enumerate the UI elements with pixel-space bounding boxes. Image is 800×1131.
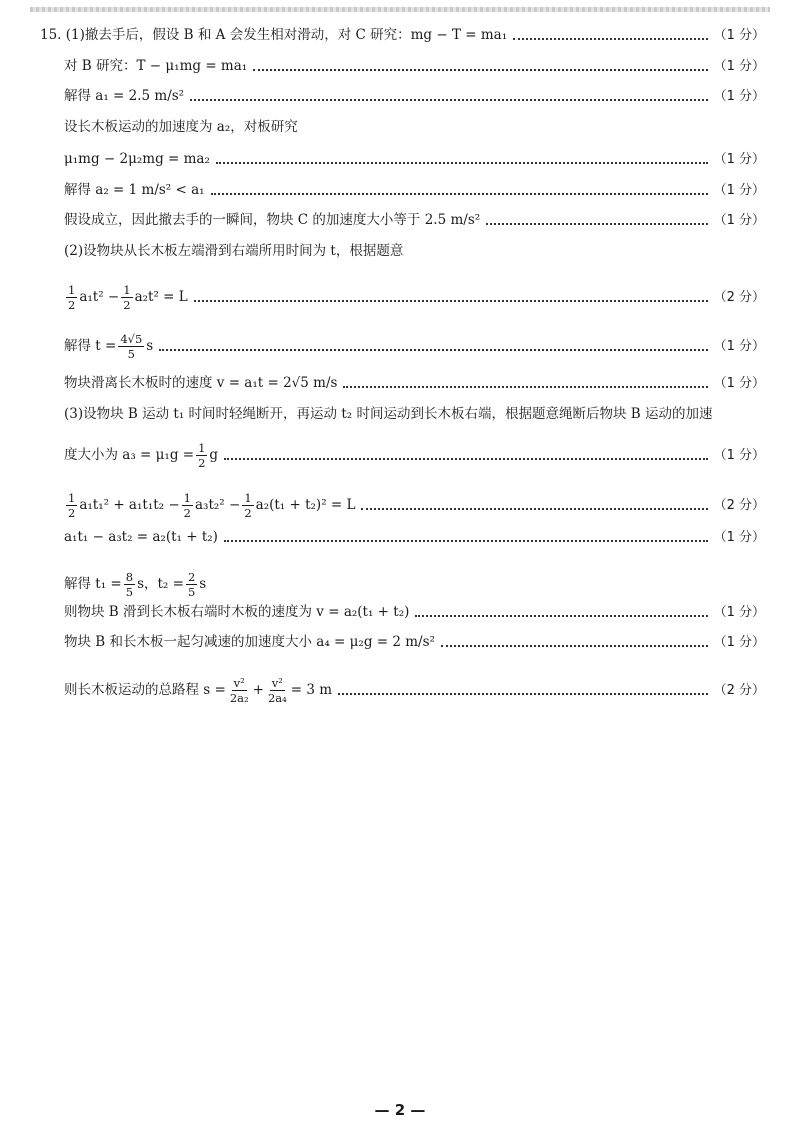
score-label: （2 分） <box>713 498 765 514</box>
line-text: 物块滑离长木板时的速度 v = a₁t = 2√5 m/s <box>64 375 338 391</box>
line-text: a₁t₁ − a₃t₂ = a₂(t₁ + t₂) <box>64 529 218 545</box>
fraction: $\frac{1}{2}$ <box>123 283 131 313</box>
line-text: 解得 a₂ = 1 m/s² < a₁ <box>64 182 205 198</box>
solution-line-9 <box>64 284 765 311</box>
score-label: （1 分） <box>713 183 765 199</box>
equation: 度大小为 a₃ = μ₁g = $\frac{1}{2}$ g <box>64 441 219 471</box>
score-label: （1 分） <box>713 28 765 44</box>
score-label: （1 分） <box>713 89 765 105</box>
leader-dots <box>441 645 708 647</box>
score-label: （1 分） <box>713 213 765 229</box>
equation: $\frac{1}{2}$ a₁t₁² + a₁t₁t₂ − $\frac{1}{2}$ a₃t₂² − $\frac{1}{2}$ a₂(t₁ + t₂)² = L <box>68 491 356 521</box>
page-number: — 2 — <box>374 1101 426 1119</box>
score-label: （1 分） <box>713 376 765 392</box>
solution-line-11 <box>64 377 765 391</box>
leader-dots <box>486 223 707 225</box>
line-text: (3)设物块 B 运动 t₁ 时间时轻绳断开，再运动 t₂ 时间运动到长木板右端，根据题意绳断后物块 B 运动的加速 <box>64 406 713 422</box>
fraction: $\frac{1}{2}$ <box>183 491 191 521</box>
line-text: μ₁mg − 2μ₂mg = ma₂ <box>64 151 210 167</box>
leader-dots <box>513 38 707 40</box>
score-label: （2 分） <box>713 290 765 306</box>
solution-line-15 <box>64 531 765 545</box>
solution-line-1 <box>40 29 765 43</box>
equation: 则长木板运动的总路程 s = $\frac{\text{v²}}{\text{2a₂}}$ + $\frac{\text{v²}}{\text{2a₄}}$ = 3 m <box>64 676 333 706</box>
solution-line-2 <box>64 60 765 74</box>
fraction: $\frac{1}{2}$ <box>198 441 206 471</box>
fraction: $\frac{\text{v²}}{\text{2a₄}}$ <box>267 676 287 706</box>
solution-line-8 <box>64 245 765 259</box>
solution-line-7 <box>64 214 765 228</box>
equation: $\frac{1}{2}$ a₁t² − $\frac{1}{2}$ a₂t² = L <box>68 283 188 313</box>
score-label: （2 分） <box>713 683 765 699</box>
leader-dots <box>211 193 708 195</box>
line-text: (2)设物块从长木板左端滑到右端所用时间为 t，根据题意 <box>64 243 404 259</box>
solution-line-16 <box>64 571 765 598</box>
solution-line-4 <box>64 121 765 135</box>
leader-dots <box>361 508 707 510</box>
score-label: （1 分） <box>713 448 765 464</box>
equation: 解得 t = $\frac{4√5}{5}$ s <box>64 332 154 362</box>
fraction: $\frac{1}{2}$ <box>244 491 252 521</box>
line-text: 假设成立，因此撤去手的一瞬间，物块 C 的加速度大小等于 2.5 m/s² <box>64 212 481 228</box>
leader-dots <box>224 540 708 542</box>
top-border-rule <box>30 7 770 12</box>
fraction: $\frac{1}{2}$ <box>68 491 76 521</box>
solution-line-14 <box>64 492 765 519</box>
line-text: 物块 B 和长木板一起匀减速的加速度大小 a₄ = μ₂g = 2 m/s² <box>64 634 435 650</box>
line-text: 对 B 研究：T − μ₁mg = ma₁ <box>64 58 248 74</box>
line-text: 解得 a₁ = 2.5 m/s² <box>64 88 185 104</box>
fraction: $\frac{\text{v²}}{\text{2a₂}}$ <box>229 676 249 706</box>
leader-dots <box>253 69 707 71</box>
leader-dots <box>415 615 707 617</box>
leader-dots <box>343 386 707 388</box>
leader-dots <box>194 300 708 302</box>
score-label: （1 分） <box>713 530 765 546</box>
fraction: $\frac{2}{5}$ <box>187 570 196 600</box>
line-text: 设长木板运动的加速度为 a₂，对板研究 <box>64 119 298 135</box>
solution-line-12 <box>64 408 765 422</box>
solution-line-17 <box>64 606 765 620</box>
fraction: $\frac{1}{2}$ <box>68 283 76 313</box>
fraction: $\frac{4√5}{5}$ <box>120 332 143 362</box>
score-label: （1 分） <box>713 635 765 651</box>
solution-line-18 <box>64 636 765 650</box>
leader-dots <box>216 162 708 164</box>
solution-line-13 <box>64 442 765 469</box>
solution-line-3 <box>64 90 765 104</box>
solution-line-19 <box>64 677 765 704</box>
leader-dots <box>224 458 708 460</box>
fraction: $\frac{8}{5}$ <box>125 570 134 600</box>
equation: 解得 t₁ = $\frac{8}{5}$ s，t₂ = $\frac{2}{5}$ s <box>64 570 207 600</box>
score-label: （1 分） <box>713 339 765 355</box>
line-text: 15. (1)撤去手后，假设 B 和 A 会发生相对滑动，对 C 研究：mg − T = ma₁ <box>40 27 508 43</box>
score-label: （1 分） <box>713 605 765 621</box>
leader-dots <box>159 349 707 351</box>
score-label: （1 分） <box>713 152 765 168</box>
score-label: （1 分） <box>713 59 765 75</box>
solution-line-5 <box>64 153 765 167</box>
solution-line-10 <box>64 333 765 360</box>
leader-dots <box>338 693 708 695</box>
leader-dots <box>190 99 707 101</box>
line-text: 则物块 B 滑到长木板右端时木板的速度为 v = a₂(t₁ + t₂) <box>64 604 410 620</box>
solution-line-6 <box>64 184 765 198</box>
